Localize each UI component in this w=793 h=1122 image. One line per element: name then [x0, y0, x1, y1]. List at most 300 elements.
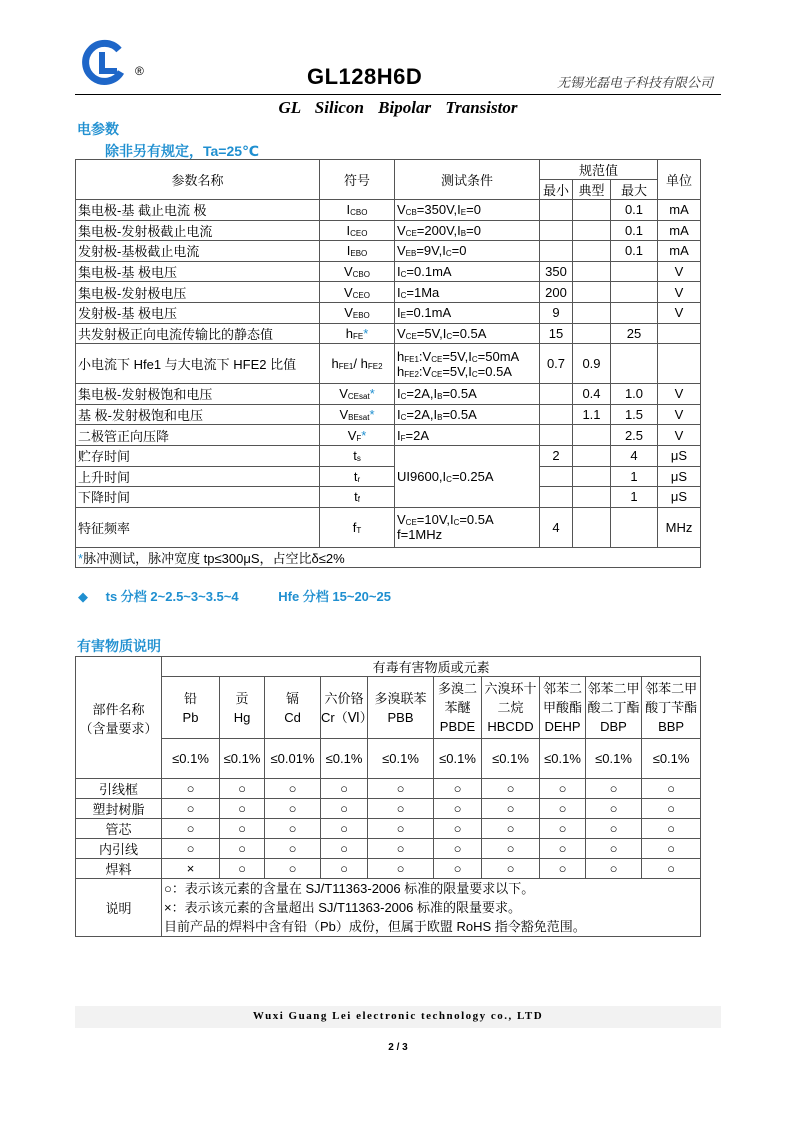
param-typ: 0.9 [573, 344, 611, 384]
part-mark: ○ [321, 779, 368, 799]
part-mark: ○ [321, 839, 368, 859]
symbol-sub: CEO [350, 228, 368, 238]
symbol-sub: CEsat [347, 392, 370, 402]
symbol-main: I [346, 202, 351, 218]
substance-head [482, 677, 540, 739]
substance-label: HBCDD [487, 719, 534, 734]
part-mark: ○ [434, 779, 482, 799]
param-symbol [320, 302, 395, 323]
part-mark: ○ [540, 819, 586, 839]
param-max: 4 [611, 445, 658, 466]
param-symbol [320, 425, 395, 446]
cond-part: :V [418, 348, 432, 364]
cond-part: =2A,I [406, 386, 438, 402]
param-unit: mA [658, 241, 701, 262]
part-mark: ○ [265, 779, 321, 799]
part-mark: ○ [220, 819, 265, 839]
param-typ [573, 445, 611, 466]
cond-part: =0.5A [477, 363, 512, 379]
param-row-switching [76, 466, 701, 487]
param-typ [573, 507, 611, 547]
cond-part: B [437, 413, 443, 423]
substance-limit: ≤0.01% [265, 739, 321, 779]
param-condition [395, 344, 540, 384]
param-typ [573, 200, 611, 221]
param-symbol [320, 323, 395, 344]
param-condition [395, 200, 540, 221]
cond-part: B [460, 228, 467, 238]
symbol-sub: FE [352, 331, 364, 341]
part-mark: ○ [162, 819, 220, 839]
param-row [76, 241, 701, 262]
param-name: 集电极-发射极截止电流 [76, 220, 320, 241]
param-typ [573, 425, 611, 446]
part-mark: ○ [368, 799, 434, 819]
page-number: 2 / 3 [388, 1042, 408, 1053]
param-name: 集电极-发射极电压 [76, 282, 320, 303]
substance-label: 二烷 [497, 700, 524, 715]
part-mark: × [162, 859, 220, 879]
param-row [76, 220, 701, 241]
symbol-main: t [353, 448, 357, 464]
asterisk: * [363, 325, 369, 341]
param-min: 200 [540, 282, 573, 303]
param-name: 集电极-基 截止电流 极 [76, 200, 320, 221]
symbol-main: I [346, 222, 351, 238]
cond-part: C [445, 249, 452, 259]
param-row [76, 404, 701, 425]
param-condition [395, 220, 540, 241]
part-mark: ○ [434, 819, 482, 839]
param-min: 4 [540, 507, 573, 547]
param-unit: V [658, 261, 701, 282]
part-mark: ○ [642, 859, 701, 879]
cond-part: =10V,I [416, 512, 454, 528]
param-symbol [320, 487, 395, 508]
param-name: 基 极-发射极饱和电压 [76, 404, 320, 425]
param-typ [573, 466, 611, 487]
model-number: GL128H6D [307, 64, 423, 89]
cond-part: V [397, 222, 406, 238]
substance-head [321, 677, 373, 739]
param-max: 1 [611, 487, 658, 508]
symbol-main: f [352, 519, 357, 535]
part-mark: ○ [642, 819, 701, 839]
cond-part: C [400, 290, 407, 300]
part-mark: ○ [540, 859, 586, 879]
param-condition [395, 323, 540, 344]
part-mark: ○ [368, 839, 434, 859]
cond-part: V [397, 512, 406, 528]
part-mark: ○ [321, 799, 368, 819]
company-logo [83, 42, 129, 84]
substance-limit: ≤0.1% [482, 739, 540, 779]
substance-limit: ≤0.1% [434, 739, 482, 779]
symbol-sub: r [357, 474, 361, 484]
param-symbol [320, 466, 395, 487]
substance-limit: ≤0.1% [540, 739, 586, 779]
part-mark: ○ [586, 839, 642, 859]
param-unit: mA [658, 200, 701, 221]
substance-head-row [76, 677, 701, 739]
substance-label: 甲酸酯 [542, 700, 582, 715]
part-mark: ○ [642, 779, 701, 799]
param-condition [395, 261, 540, 282]
param-unit: V [658, 302, 701, 323]
cond-part: CE [405, 331, 417, 341]
cond-part: C [446, 331, 453, 341]
part-mark: ○ [434, 799, 482, 819]
substance-label: 邻苯二甲 [587, 681, 640, 696]
symbol-sub: BEsat [348, 413, 370, 423]
param-row [76, 282, 701, 303]
param-name: 贮存时间 [76, 445, 320, 466]
param-name: 上升时间 [76, 466, 320, 487]
cond-part: B [437, 392, 443, 402]
cond-part: I [397, 264, 401, 280]
explain-row [76, 879, 701, 937]
symbol-sub: F [356, 433, 362, 443]
head-symbol: 符号 [320, 160, 395, 200]
head-spec: 规范值 [540, 160, 658, 180]
substance-head [642, 677, 701, 739]
param-typ [573, 282, 611, 303]
param-condition [395, 282, 540, 303]
substance-limit: ≤0.1% [162, 739, 220, 779]
param-typ [573, 487, 611, 508]
cond-part: h [397, 363, 405, 379]
part-head-line2: （含量要求） [79, 720, 158, 736]
param-min [540, 466, 573, 487]
param-symbol [320, 384, 395, 405]
param-name: 发射极-基 极电压 [76, 302, 320, 323]
param-condition [395, 302, 540, 323]
cond-part: =0.5A [452, 325, 487, 341]
cond-part: =2A,I [406, 407, 438, 423]
symbol-sub: s [356, 454, 361, 464]
cond-part: C [446, 474, 452, 484]
param-row [76, 302, 701, 323]
part-name: 引线框 [76, 779, 162, 799]
substance-label: 酸二丁酯 [587, 700, 640, 715]
cond-part: C [400, 392, 407, 402]
cond-part: I [397, 407, 401, 423]
param-row [76, 384, 701, 405]
cond-part: EB [405, 249, 417, 259]
part-mark: ○ [540, 799, 586, 819]
symbol-main: V [347, 427, 357, 443]
part-head [76, 657, 162, 779]
param-max: 0.1 [611, 241, 658, 262]
part-mark: ○ [482, 859, 540, 879]
cond-part: UI9600,I [397, 468, 447, 484]
limit-row [76, 739, 701, 779]
head-typ: 典型 [573, 180, 611, 200]
param-unit: mA [658, 220, 701, 241]
substance-head [368, 677, 434, 739]
doc-subtitle: GL Silicon Bipolar Transistor [278, 98, 518, 117]
bullet-icon: ◆ [78, 589, 88, 604]
part-mark: ○ [586, 799, 642, 819]
params-title: 电参数 [77, 121, 119, 137]
cond-part: =5V,I [416, 325, 447, 341]
cond-part: =0.25A [451, 468, 494, 484]
symbol-main: h [345, 325, 353, 341]
param-row-hfe-ratio [76, 344, 701, 384]
part-mark: ○ [482, 819, 540, 839]
substance-limit: ≤0.1% [220, 739, 265, 779]
head-min: 最小 [540, 180, 573, 200]
cond-part: CE [405, 518, 417, 528]
cond-part: =0.5A [442, 407, 477, 423]
param-name: 二极管正向压降 [76, 425, 320, 446]
param-unit: μS [658, 466, 701, 487]
cond-part: =9V,I [416, 243, 446, 259]
symbol-sub: CBO [352, 270, 370, 280]
hazard-group-row [76, 657, 701, 677]
asterisk: * [369, 386, 375, 402]
symbol-main: t [354, 489, 358, 505]
param-min [540, 404, 573, 425]
param-name: 发射极-基极截止电流 [76, 241, 320, 262]
param-typ [573, 261, 611, 282]
param-unit: V [658, 384, 701, 405]
symbol-sep: / [353, 356, 361, 372]
note-text: 脉冲测试，脉冲宽度 tp≤300μS，占空比δ≤2% [83, 551, 345, 567]
part-row [76, 839, 701, 859]
cond-part: C [453, 518, 460, 528]
part-mark: ○ [321, 859, 368, 879]
param-symbol [320, 241, 395, 262]
symbol-sub: FE2 [367, 362, 383, 372]
param-max [611, 302, 658, 323]
substance-label: PBDE [439, 719, 476, 734]
substance-label: DEHP [544, 719, 581, 734]
cond-part: =1Ma [406, 284, 440, 300]
cond-part: CE [405, 228, 417, 238]
cond-part: =5V,I [442, 363, 472, 379]
param-condition [395, 425, 540, 446]
param-row-switching [76, 445, 701, 466]
param-symbol [320, 220, 395, 241]
cond-part: CE [431, 354, 443, 364]
param-unit: V [658, 425, 701, 446]
param-min [540, 220, 573, 241]
symbol-main: V [339, 407, 349, 423]
head-max: 最大 [611, 180, 658, 200]
substance-limit: ≤0.1% [642, 739, 701, 779]
switching-condition [395, 445, 540, 507]
param-unit: MHz [658, 507, 701, 547]
param-condition [395, 241, 540, 262]
param-row [76, 200, 701, 221]
part-name: 焊料 [76, 859, 162, 879]
param-row [76, 425, 701, 446]
part-mark: ○ [162, 799, 220, 819]
group-head: 有毒有害物质或元素 [162, 657, 701, 677]
param-typ [573, 323, 611, 344]
hfe-binning: Hfe 分档 15~20~25 [278, 589, 391, 604]
part-mark: ○ [642, 839, 701, 859]
param-name: 小电流下 Hfe1 与大电流下 HFE2 比值 [76, 344, 320, 384]
substance-label: Cr（Ⅵ） [321, 709, 373, 725]
substance-label: 铅 [183, 690, 197, 706]
substance-limit: ≤0.1% [586, 739, 642, 779]
symbol-sub: FE1 [338, 362, 354, 372]
param-typ: 0.4 [573, 384, 611, 405]
param-min: 0.7 [540, 344, 573, 384]
cond-part: =0.1mA [406, 264, 452, 280]
part-mark: ○ [368, 819, 434, 839]
substance-label: 贡 [235, 690, 249, 706]
head-unit: 单位 [658, 160, 701, 200]
cond-part: =0.1mA [405, 305, 452, 321]
param-unit [658, 323, 701, 344]
cond-part: C [400, 270, 407, 280]
symbol-main: V [339, 386, 348, 402]
param-min [540, 487, 573, 508]
part-row [76, 819, 701, 839]
header-rule [75, 94, 721, 95]
substance-head [265, 677, 321, 739]
param-typ [573, 302, 611, 323]
substance-label: 多溴联苯 [374, 690, 427, 706]
cond-part: E [400, 311, 406, 321]
param-unit: μS [658, 445, 701, 466]
cond-part: CE [431, 369, 443, 379]
cond-part: I [397, 284, 401, 300]
cond-part: C [471, 354, 478, 364]
footer-company-en: Wuxi Guang Lei electronic technology co., LTD [252, 1010, 544, 1022]
symbol-main: V [344, 305, 353, 321]
symbol-sub: EBO [352, 311, 370, 321]
cond-part: =0 [466, 222, 481, 238]
param-min: 350 [540, 261, 573, 282]
param-min: 9 [540, 302, 573, 323]
part-mark: ○ [482, 779, 540, 799]
part-mark: ○ [586, 859, 642, 879]
part-mark: ○ [265, 839, 321, 859]
explain-label: 说明 [76, 879, 162, 937]
part-head-line1: 部件名称 [92, 701, 145, 717]
part-mark: ○ [265, 819, 321, 839]
explain-line: ×：表示该元素的含量超出 SJ/T11363-2006 标准的限量要求。 [164, 900, 521, 915]
param-max: 25 [611, 323, 658, 344]
part-mark: ○ [540, 839, 586, 859]
cond-part: :V [418, 363, 432, 379]
param-max: 2.5 [611, 425, 658, 446]
binning-note [78, 586, 405, 605]
cond-part: h [397, 348, 405, 364]
param-name: 共发射极正向电流传输比的静态值 [76, 323, 320, 344]
symbol-main: V [343, 264, 353, 280]
substance-head [220, 677, 265, 739]
params-table [75, 159, 701, 568]
param-row [76, 323, 701, 344]
substance-label: 苯醚 [444, 700, 471, 715]
part-name: 管芯 [76, 819, 162, 839]
cond-part: V [397, 202, 406, 218]
cond-part: C [471, 369, 478, 379]
page-header [75, 40, 721, 96]
part-mark: ○ [434, 859, 482, 879]
cond-part: =200V,I [416, 222, 461, 238]
param-symbol [320, 507, 395, 547]
param-row-ft [76, 507, 701, 547]
asterisk: * [369, 407, 375, 423]
cond-part: FE2 [404, 369, 419, 379]
param-unit: V [658, 282, 701, 303]
params-head-row [76, 160, 701, 180]
part-name: 内引线 [76, 839, 162, 859]
cond-part: I [397, 427, 401, 443]
part-row [76, 779, 701, 799]
param-unit [658, 344, 701, 384]
cond-part: =0.5A [442, 386, 477, 402]
cond-part: E [460, 208, 467, 218]
cond-part: =0.5A [459, 512, 494, 528]
param-condition [395, 404, 540, 425]
part-mark: ○ [220, 779, 265, 799]
cond-part: V [397, 325, 406, 341]
param-max [611, 282, 658, 303]
substance-label: Cd [284, 709, 301, 725]
part-mark: ○ [482, 799, 540, 819]
symbol-sub: T [356, 525, 362, 535]
symbol-sub: CEO [352, 290, 370, 300]
part-mark: ○ [220, 839, 265, 859]
cond-part: =5V,I [442, 348, 472, 364]
symbol-main: I [346, 243, 351, 259]
substance-label: 六溴环十 [484, 681, 537, 696]
param-condition [395, 384, 540, 405]
head-name: 参数名称 [76, 160, 320, 200]
param-max: 0.1 [611, 220, 658, 241]
substance-head [586, 677, 642, 739]
part-mark: ○ [162, 839, 220, 859]
substance-label: PBB [387, 709, 414, 725]
part-mark: ○ [162, 779, 220, 799]
symbol-main: t [353, 468, 358, 484]
param-row [76, 261, 701, 282]
part-mark: ○ [220, 859, 265, 879]
substance-label: 六价铬 [324, 690, 364, 706]
symbol-main: h [360, 356, 368, 372]
part-mark: ○ [434, 839, 482, 859]
cond-part: =0 [451, 243, 467, 259]
part-mark: ○ [368, 859, 434, 879]
hazard-title: 有害物质说明 [77, 638, 161, 654]
cond-part: V [397, 243, 406, 259]
hazard-table [75, 656, 701, 937]
pulse-note-row [76, 547, 701, 568]
param-name: 集电极-发射极饱和电压 [76, 384, 320, 405]
substance-limit: ≤0.1% [321, 739, 368, 779]
param-min [540, 241, 573, 262]
symbol-main: V [343, 284, 353, 300]
param-symbol [320, 200, 395, 221]
param-max [611, 507, 658, 547]
param-symbol [320, 282, 395, 303]
param-unit: μS [658, 487, 701, 508]
substance-label: 多溴二 [437, 681, 477, 696]
part-mark: ○ [265, 859, 321, 879]
substance-label: Pb [182, 709, 199, 725]
cond-part: CB [405, 208, 417, 218]
part-name: 塑封树脂 [76, 799, 162, 819]
param-symbol [320, 404, 395, 425]
param-name: 下降时间 [76, 487, 320, 508]
